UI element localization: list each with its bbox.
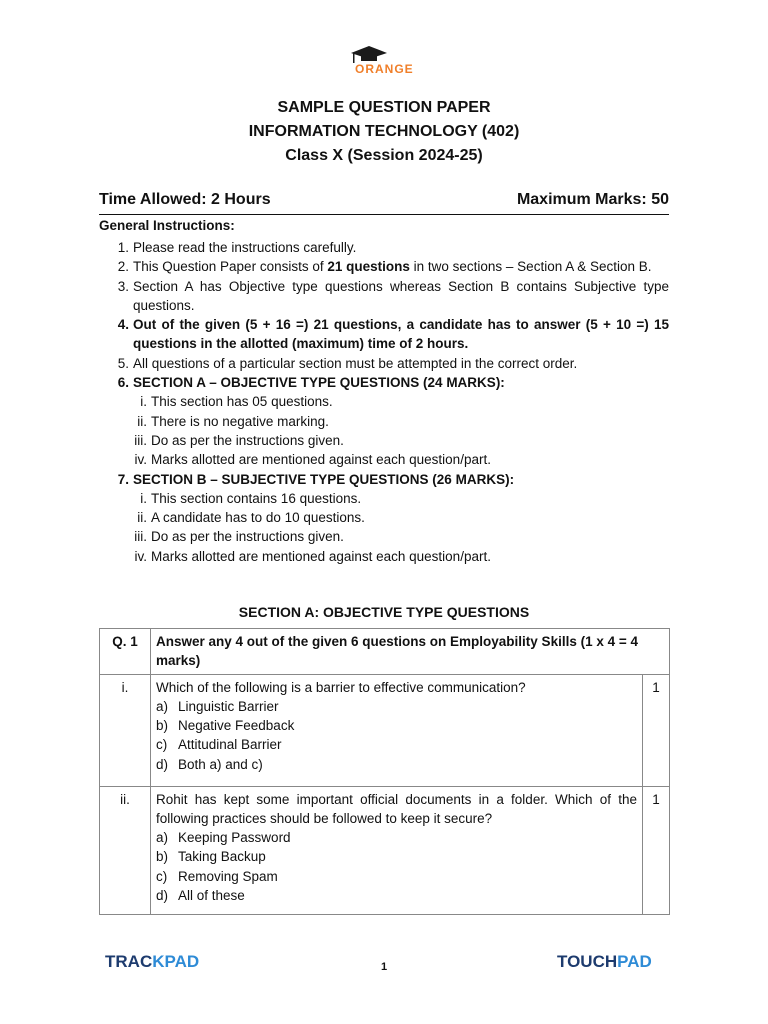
class-session: Class X (Session 2024-25): [285, 147, 483, 164]
instruction-number: 1.: [117, 240, 129, 255]
option: [156, 867, 637, 886]
general-instructions-heading: General Instructions:: [99, 218, 235, 233]
option-text: Taking Backup: [178, 849, 266, 865]
sub-instruction: [99, 412, 669, 431]
option: [156, 847, 637, 866]
instruction-item: [99, 238, 669, 257]
paper-titles: [0, 96, 768, 168]
sub-text: Marks allotted are mentioned against each question/part.: [151, 548, 491, 564]
sub-text: Marks allotted are mentioned against each question/part.: [151, 452, 491, 468]
sub-number: iv.: [134, 548, 147, 564]
sub-instruction: [99, 450, 669, 469]
paper-title: SAMPLE QUESTION PAPER: [277, 99, 491, 116]
logo-part: PAD: [164, 952, 200, 971]
subject-title: INFORMATION TECHNOLOGY (402): [248, 123, 520, 140]
table-row: [100, 674, 670, 786]
option-text: Negative Feedback: [178, 718, 295, 734]
question-number: Q. 1: [100, 629, 151, 675]
option-text: Attitudinal Barrier: [178, 737, 282, 753]
touchpad-logo: [557, 952, 652, 972]
question-body: [151, 674, 643, 786]
question-instruction: Answer any 4 out of the given 6 questions on Employability Skills (1 x 4 = 4 marks): [151, 629, 670, 675]
question-table: [99, 628, 670, 915]
marks: 1: [643, 786, 670, 914]
orange-logo: [349, 44, 429, 80]
sub-number: i.: [140, 490, 147, 506]
option-label: c): [156, 868, 168, 884]
instruction-number: 7.: [117, 471, 129, 487]
instructions-list: [99, 238, 669, 566]
logo-part: PAD: [617, 952, 652, 971]
sub-instruction: [99, 392, 669, 411]
option-label: a): [156, 698, 169, 714]
instruction-text: Out of the given (5 + 16 =) 21 questions, a candidate has to answer (5 + 10 =) 15 questions in the allotted (maximum) time of 2 hours.: [133, 317, 669, 352]
option-text: Linguistic Barrier: [178, 698, 279, 714]
marks: 1: [643, 674, 670, 786]
sub-text: There is no negative marking.: [151, 413, 329, 429]
option: [156, 755, 637, 774]
table-header-row: [100, 629, 670, 675]
instruction-text-bold: 21 questions: [327, 259, 410, 275]
instruction-item: [99, 277, 669, 316]
orange-logo-text: ORANGE: [355, 62, 414, 76]
sub-text: Do as per the instructions given.: [151, 529, 344, 545]
instruction-text: All questions of a particular section must be attempted in the correct order.: [133, 355, 578, 371]
sub-number: ii.: [137, 413, 147, 429]
sub-text: Do as per the instructions given.: [151, 432, 344, 448]
instruction-item: [99, 315, 669, 354]
graduation-cap-icon: [349, 44, 389, 64]
section-b-instruction: SECTION B – SUBJECTIVE TYPE QUESTIONS (26 MARKS):: [133, 471, 515, 487]
table-row: [100, 786, 670, 914]
option: [156, 828, 637, 847]
instruction-item: [99, 354, 669, 373]
question-body: [151, 786, 643, 914]
logo-part: TOUCH: [557, 952, 618, 971]
instruction-number: 4.: [117, 317, 129, 333]
sub-number: iii.: [134, 432, 147, 448]
instruction-text: Section A has Objective type questions whereas Section B contains Subjective type questions.: [133, 278, 669, 313]
option: [156, 886, 637, 905]
sub-text: A candidate has to do 10 questions.: [151, 510, 365, 526]
instruction-number: 2.: [117, 259, 129, 275]
instruction-text: Please read the instructions carefully.: [133, 240, 357, 255]
sub-instruction: [99, 527, 669, 546]
instruction-text-part: This Question Paper consists of: [133, 259, 328, 275]
option-text: All of these: [178, 888, 245, 904]
sub-instruction: [99, 431, 669, 450]
option: [156, 716, 637, 735]
question-text: Which of the following is a barrier to effective communication?: [156, 679, 526, 695]
sub-instruction: [99, 547, 669, 566]
question-text: Rohit has kept some important official documents in a folder. Which of the following practices should be followed to keep it secure?: [156, 791, 637, 826]
sub-question-number: i.: [100, 674, 151, 786]
option-label: d): [156, 888, 169, 904]
paper-meta: [99, 191, 669, 209]
instruction-item: [99, 373, 669, 392]
instruction-number: 3.: [117, 278, 129, 294]
page-number: 1: [380, 961, 388, 973]
sub-number: iii.: [134, 529, 147, 545]
option-text: Keeping Password: [178, 830, 291, 846]
option-label: d): [156, 756, 169, 772]
sub-question-number: ii.: [100, 786, 151, 914]
option-text: Removing Spam: [178, 868, 278, 884]
maximum-marks: Maximum Marks: 50: [516, 191, 669, 208]
logo-part: K: [152, 952, 165, 971]
divider: [99, 214, 669, 215]
section-a-instruction: SECTION A – OBJECTIVE TYPE QUESTIONS (24 MARKS):: [133, 375, 505, 391]
sub-number: i.: [140, 394, 147, 410]
sub-number: ii.: [137, 510, 147, 526]
sub-instruction: [99, 489, 669, 508]
sub-text: This section contains 16 questions.: [151, 490, 362, 506]
instruction-text: [133, 257, 669, 276]
option-label: c): [156, 737, 168, 753]
logo-part: TRAC: [105, 952, 153, 971]
option-label: a): [156, 830, 169, 846]
sub-text: This section has 05 questions.: [151, 394, 333, 410]
instruction-number: 5.: [117, 355, 129, 371]
sub-instruction: [99, 508, 669, 527]
instruction-item: [99, 257, 669, 276]
option: [156, 697, 637, 716]
instruction-item: [99, 470, 669, 489]
option-label: b): [156, 718, 169, 734]
time-allowed: Time Allowed: 2 Hours: [99, 191, 271, 208]
section-a-title: SECTION A: OBJECTIVE TYPE QUESTIONS: [238, 604, 530, 620]
instruction-number: 6.: [117, 375, 129, 391]
option-text: Both a) and c): [178, 756, 263, 772]
sub-number: iv.: [134, 452, 147, 468]
option: [156, 735, 637, 754]
instruction-text-part: in two sections – Section A & Section B.: [409, 259, 652, 275]
option-label: b): [156, 849, 169, 865]
